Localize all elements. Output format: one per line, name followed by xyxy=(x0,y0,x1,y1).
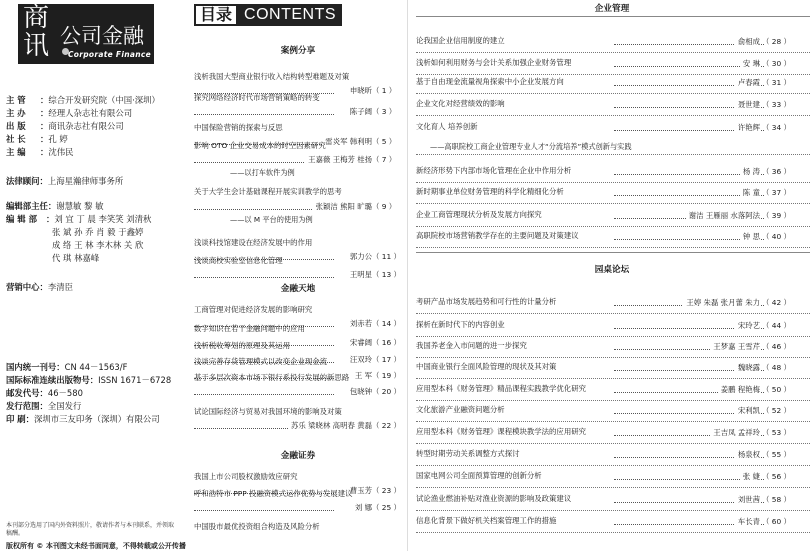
pub-label: 印 刷 xyxy=(6,414,26,424)
toc-entry-page: （ 19 ） xyxy=(372,371,401,380)
toc-leader-dots xyxy=(194,510,334,511)
toc-entry-author: 杨泉权 xyxy=(735,449,760,460)
entry-divider xyxy=(416,226,810,227)
entry-divider xyxy=(416,400,810,401)
toc-entry-author: 申晓昕 xyxy=(347,85,372,96)
toc-entry-page: （ 37 ） xyxy=(762,188,791,197)
pub-label: 发行范围 xyxy=(6,401,40,411)
toc-entry-page: （ 7 ） xyxy=(372,155,397,164)
toc-entry-title[interactable]: 呼和浩特市 PPP 投融资模式运作优势与发展建议 xyxy=(194,489,353,498)
entry-divider xyxy=(416,443,810,444)
toc-entry-author: 刘 娜 xyxy=(352,502,372,513)
toc-entry-title[interactable]: 文化育人 培养创新 xyxy=(416,122,478,131)
entry-divider xyxy=(416,52,810,53)
toc-entry-page: （ 53 ） xyxy=(762,428,791,437)
masthead-value: 沈伟民 xyxy=(48,147,74,157)
toc-entry-title[interactable]: 国家电网公司全面预算管理的创新分析 xyxy=(416,471,542,480)
toc-section-title: 园桌论坛 xyxy=(594,265,630,275)
entry-divider xyxy=(416,510,810,511)
toc-entry-page: （ 44 ） xyxy=(762,321,791,330)
marketing-center: 营销中心 ： 李清臣 xyxy=(6,282,73,292)
toc-entry-page: （ 58 ） xyxy=(762,495,791,504)
toc-entry-page: （ 22 ） xyxy=(372,421,401,430)
toc-entry-author: 王婷 朱磊 张月蕾 朱力 xyxy=(683,297,760,308)
pub-value: ISSN 1671－6728 xyxy=(98,375,172,385)
toc-entry-author: 杨 涛 xyxy=(740,166,760,177)
toc-entry-title[interactable]: 我国上市公司股权激励效应研究 xyxy=(194,472,298,481)
toc-entry-title[interactable]: 企业文化对经营绩效的影响 xyxy=(416,99,505,108)
toc-entry-title[interactable]: 试论渔业燃油补贴对渔业资源的影响及政策建议 xyxy=(416,494,572,503)
masthead-column xyxy=(0,0,186,551)
toc-entry-title[interactable]: 探究网络经济时代市场营销策略的转变 xyxy=(194,93,320,102)
toc-entry-author: 卢春霞 xyxy=(735,77,760,88)
toc-entry-title[interactable]: 浅谈完善存货管理模式以改变企业现金流 xyxy=(194,357,328,366)
toc-entry-author: 张 婕 xyxy=(740,471,760,482)
toc-entry-page: （ 34 ） xyxy=(762,123,791,132)
pub-value: 46－580 xyxy=(47,388,83,398)
editors-line: 成 络 王 林 李木林 关 欣 xyxy=(52,240,144,250)
toc-right-column xyxy=(414,0,810,551)
toc-entry-title[interactable]: 工商管理对促进经济发展的影响研究 xyxy=(194,305,313,314)
entry-divider xyxy=(416,74,810,75)
toc-entry-page: （ 60 ） xyxy=(762,517,791,526)
toc-entry-author: 陈 童 xyxy=(740,187,760,198)
masthead-value: 经理人杂志社有限公司 xyxy=(48,108,133,118)
photo-notice: 本刊部分选用了国内外资料照片，敬请作者与本刊联系，并领取稿酬。 xyxy=(6,522,175,537)
entry-divider xyxy=(416,203,810,204)
entry-divider xyxy=(416,487,810,488)
toc-entry-author: 汪双玲 xyxy=(347,354,372,365)
toc-entry-page: （ 30 ） xyxy=(762,59,791,68)
toc-entry-page: （ 33 ） xyxy=(762,100,791,109)
editors-line: 刘 宜 丁 晨 李笑笑 刘清秋 xyxy=(54,214,152,224)
magazine-logo xyxy=(18,4,154,64)
toc-section-title: 企业管理 xyxy=(594,4,630,14)
logo-chinese-name: 公司金融 xyxy=(60,24,144,48)
toc-entry-page: （ 48 ） xyxy=(762,363,791,372)
toc-entry-title[interactable]: 我国养老金入市问题的进一步探究 xyxy=(416,341,527,350)
toc-entry-page: （ 28 ） xyxy=(762,37,791,46)
toc-entry-page: （ 39 ） xyxy=(762,211,791,220)
masthead-label: 主 办 xyxy=(6,108,26,118)
pub-value: CN 44－1563/F xyxy=(64,362,128,372)
entry-divider xyxy=(416,336,810,337)
toc-entry-page: （ 36 ） xyxy=(762,167,791,176)
toc-entry-title[interactable]: 浅析如何利用财务与会计关系加强企业财务管理 xyxy=(416,58,572,67)
logo-english-name: Corporate Finance xyxy=(68,50,151,59)
entry-divider xyxy=(416,421,810,422)
toc-entry-page: （ 3 ） xyxy=(372,107,397,116)
toc-entry-author: 刘赤若 xyxy=(347,318,372,329)
toc-leader-dots xyxy=(194,277,334,278)
toc-entry-title[interactable]: 中国商业银行全面风险管理的现状及其对策 xyxy=(416,362,557,371)
masthead-label: 主 管 xyxy=(6,95,26,105)
toc-entry-author: 张颖洁 熊阳 旷璐 xyxy=(313,201,372,212)
toc-entry-author: 宋睿阔 xyxy=(347,337,372,348)
toc-entry-page: （ 20 ） xyxy=(372,387,401,396)
toc-entry-page: （ 9 ） xyxy=(372,202,397,211)
toc-entry-title[interactable]: 考研产品市场发展趋势和可行性的计量分析 xyxy=(416,297,557,306)
toc-entry-author: 宋利凯 xyxy=(735,405,760,416)
toc-entry-title[interactable]: 转型时期劳动关系调整方式探讨 xyxy=(416,449,520,458)
toc-entry-author: 苏乐 梁晓林 高明春 黄磊 xyxy=(288,420,372,431)
toc-entry-page: （ 14 ） xyxy=(372,319,401,328)
toc-entry-author: 聂世建 xyxy=(735,99,760,110)
toc-entry-subtitle: ——以打车软件为例 xyxy=(230,168,295,177)
toc-entry-title[interactable]: 试论国际经济与贸易对我国环境的影响及对策 xyxy=(194,407,342,416)
toc-entry-page: （ 16 ） xyxy=(372,338,401,347)
toc-leader-dots xyxy=(194,394,334,395)
toc-entry-title[interactable]: 浅析税收筹划的原理及其运用 xyxy=(194,341,291,350)
toc-entry-page: （ 17 ） xyxy=(372,355,401,364)
toc-entry-title[interactable]: 浅析我国大型商业银行收入结构转型难题及对策 xyxy=(194,72,350,81)
masthead-value: 孔 婷 xyxy=(48,134,68,144)
toc-entry-author: 魏晓露 xyxy=(735,362,760,373)
entry-divider xyxy=(416,182,810,183)
toc-section-title: 金融证券 xyxy=(280,451,316,461)
masthead-info xyxy=(6,94,160,159)
toc-entry-author: 曹玉芳 xyxy=(347,485,372,496)
toc-entry-page: （ 42 ） xyxy=(762,298,791,307)
toc-entry-title[interactable]: 应用型本科《财务管理》精品课程实践教学优化研究 xyxy=(416,384,586,393)
entry-divider xyxy=(416,247,810,248)
masthead-row: 出 版 ： 商讯杂志社有限公司 xyxy=(6,121,124,131)
toc-entry-title[interactable]: 新经济形势下内部市场化管理在企业中作用分析 xyxy=(416,166,572,175)
toc-entry-subtitle: ——以 M 平台的使用为例 xyxy=(230,215,313,224)
editors-label: 编 辑 部 xyxy=(6,214,37,224)
pub-value: 深圳市三友印务（深圳）有限公司 xyxy=(34,414,160,424)
toc-entry-title[interactable]: 中国股市最优投资组合构造及风险分析 xyxy=(194,522,320,531)
toc-title-en: CONTENTS xyxy=(238,4,342,26)
toc-entry-title[interactable]: 基于自由现金流量视角探索中小企业发展方向 xyxy=(416,77,564,86)
toc-entry-page: （ 52 ） xyxy=(762,406,791,415)
toc-entry-author: 俞相成 xyxy=(735,36,760,47)
toc-leader-dots xyxy=(194,114,334,115)
pub-label: 邮发代号 xyxy=(6,388,40,398)
section-divider xyxy=(416,16,810,17)
marketing-value: 李清臣 xyxy=(47,282,73,292)
editorial-staff: 编辑部主任 ： 谢慧敏 黎 敏 编 辑 部 ： 刘 宜 丁 晨 李笑笑 刘清秋 张 斌 孙 乔 肖 毅 于鑫婷 成 络 王 林 李木林 关 欣 代 琪 林嘉峰 xyxy=(6,201,152,263)
entry-divider xyxy=(416,313,810,314)
masthead-label: 社 长 xyxy=(6,134,26,144)
toc-entry-title[interactable]: 基于多层次资本市场下银行系投行发展的新思路 xyxy=(194,373,350,382)
toc-entry-title[interactable]: 影响 OTO 企业交易成本的时空因素研究 xyxy=(194,141,326,150)
entry-divider xyxy=(416,115,810,116)
toc-entry-author: 宋玲艺 xyxy=(735,320,760,331)
toc-entry-title[interactable]: 高职院校市场营销教学存在的主要问题及对策建议 xyxy=(416,231,579,240)
masthead-value: 商讯杂志社有限公司 xyxy=(48,121,124,131)
toc-entry-title[interactable]: 中国保险营销的探索与反思 xyxy=(194,123,283,132)
masthead-label: 主 编 xyxy=(6,147,26,157)
toc-entry-author: 王嘉薇 王梅芳 桂扬 xyxy=(305,154,372,165)
toc-entry-author: 姜鹏 程艳梅 xyxy=(718,384,760,395)
toc-entry-title[interactable]: 关于大学生会计基础课程开展实训教学的思考 xyxy=(194,187,342,196)
toc-entry-title[interactable]: 应用型本科《财务管理》课程模块教学法的应用研究 xyxy=(416,427,586,436)
pub-label: 国内统一刊号 xyxy=(6,362,57,372)
marketing-label: 营销中心 xyxy=(6,282,40,292)
toc-entry-page: （ 11 ） xyxy=(372,252,401,261)
toc-entry-page: （ 55 ） xyxy=(762,450,791,459)
entry-divider xyxy=(416,532,810,533)
toc-entry-page: （ 13 ） xyxy=(372,270,401,279)
copyright-notice: 版权所有 © 本刊图文未经书面同意，不得转载或公开传播 xyxy=(6,542,186,550)
masthead-label: 出 版 xyxy=(6,121,26,131)
entry-divider xyxy=(416,378,810,379)
toc-entry-author: 雷炎军 韩利明 xyxy=(322,136,372,147)
deputy-label: 编辑部主任 xyxy=(6,201,48,211)
entry-divider xyxy=(416,465,810,466)
toc-entry-author: 王吉凤 孟祥玲 xyxy=(710,427,760,438)
editors-line: 代 琪 林嘉峰 xyxy=(52,253,100,263)
masthead-row: 主 管 ： 综合开发研究院（中国·深圳） xyxy=(6,95,160,105)
deputy-value: 谢慧敏 黎 敏 xyxy=(56,201,104,211)
toc-entry-title[interactable]: 企业工商管理现状分析及发展方向探究 xyxy=(416,210,542,219)
toc-entry-author: 王 军 xyxy=(352,370,372,381)
toc-entry-author: 包晓钟 xyxy=(347,386,372,397)
editors-line: 张 斌 孙 乔 肖 毅 于鑫婷 xyxy=(52,227,144,237)
toc-entry-author: 王梦嘉 王雪芹 xyxy=(710,341,760,352)
section-divider xyxy=(416,252,810,253)
legal-value: 上海星瀚律师事务所 xyxy=(47,176,124,186)
toc-entry-author: 安 琳 xyxy=(740,58,760,69)
toc-entry-page: （ 50 ） xyxy=(762,385,791,394)
toc-entry-subtitle: ——高职院校工商企业管理专业人才“分流培养”模式创新与实践 xyxy=(430,142,632,151)
toc-entry-title[interactable]: 浅谈高校实验室信息化管理 xyxy=(194,256,283,265)
column-divider xyxy=(407,0,408,551)
entry-divider xyxy=(416,154,810,155)
legal-advisor: 法律顾问 ： 上海星瀚律师事务所 xyxy=(6,176,124,186)
masthead-value: 综合开发研究院（中国·深圳） xyxy=(48,95,160,105)
toc-left-column xyxy=(192,0,404,551)
publication-info: 国内统一刊号 ： CN 44－1563/F 国际标准连续出版物号 ： ISSN 1671－6728 邮发代号 ： 46－580 发行范围 ： 全国发行 印 刷 ： 深圳市三友印务（深圳）有限公司 xyxy=(6,362,172,424)
toc-entry-author: 谢洁 王雁丽 水落阿法 xyxy=(686,210,760,221)
masthead-row: 主 办 ： 经理人杂志社有限公司 xyxy=(6,108,133,118)
pub-value: 全国发行 xyxy=(47,401,82,411)
toc-entry-page: （ 1 ） xyxy=(372,86,397,95)
pub-label: 国际标准连续出版物号 xyxy=(6,375,90,385)
toc-entry-author: 钟 思 xyxy=(740,231,760,242)
toc-entry-page: （ 23 ） xyxy=(372,486,401,495)
toc-entry-page: （ 5 ） xyxy=(372,137,397,146)
entry-divider xyxy=(416,357,810,358)
toc-entry-title[interactable]: 新时期事业单位财务管理的科学化精细化分析 xyxy=(416,187,564,196)
entry-divider xyxy=(416,93,810,94)
toc-entry-page: （ 31 ） xyxy=(762,78,791,87)
masthead-row: 社 长 ： 孔 婷 xyxy=(6,134,68,144)
toc-header xyxy=(194,4,366,26)
toc-section-title: 案例分享 xyxy=(280,46,316,56)
toc-entry-title[interactable]: 论我国企业信用制度的建立 xyxy=(416,36,505,45)
toc-entry-page: （ 46 ） xyxy=(762,342,791,351)
toc-entry-title[interactable]: 信息化背景下做好机关档案管理工作的措施 xyxy=(416,516,557,525)
toc-section-title: 金融天地 xyxy=(280,284,316,294)
toc-entry-title[interactable]: 文化旅游产业融资问题分析 xyxy=(416,405,505,414)
toc-entry-author: 刘世茜 xyxy=(735,494,760,505)
toc-entry-author: 王明星 xyxy=(347,269,372,280)
toc-entry-page: （ 40 ） xyxy=(762,232,791,241)
toc-entry-title[interactable]: 探析在新时代下的内容创业 xyxy=(416,320,505,329)
toc-title-cn: 目录 xyxy=(194,4,238,26)
toc-entry-author: 陈子阔 xyxy=(347,106,372,117)
toc-entry-title[interactable]: 浅谈科技馆建设在经济发展中的作用 xyxy=(194,238,313,247)
toc-entry-page: （ 25 ） xyxy=(372,503,401,512)
toc-entry-title[interactable]: 数字知识在若干金融问题中的应用 xyxy=(194,324,305,333)
toc-entry-author: 许艳辉 xyxy=(735,122,760,133)
toc-entry-author: 车长青 xyxy=(735,516,760,527)
toc-entry-author: 郭力公 xyxy=(347,251,372,262)
masthead-row: 主 编 ： 沈伟民 xyxy=(6,147,74,157)
legal-label: 法律顾问 xyxy=(6,176,40,186)
toc-entry-page: （ 56 ） xyxy=(762,472,791,481)
logo-big-text: 商讯 xyxy=(23,4,50,61)
